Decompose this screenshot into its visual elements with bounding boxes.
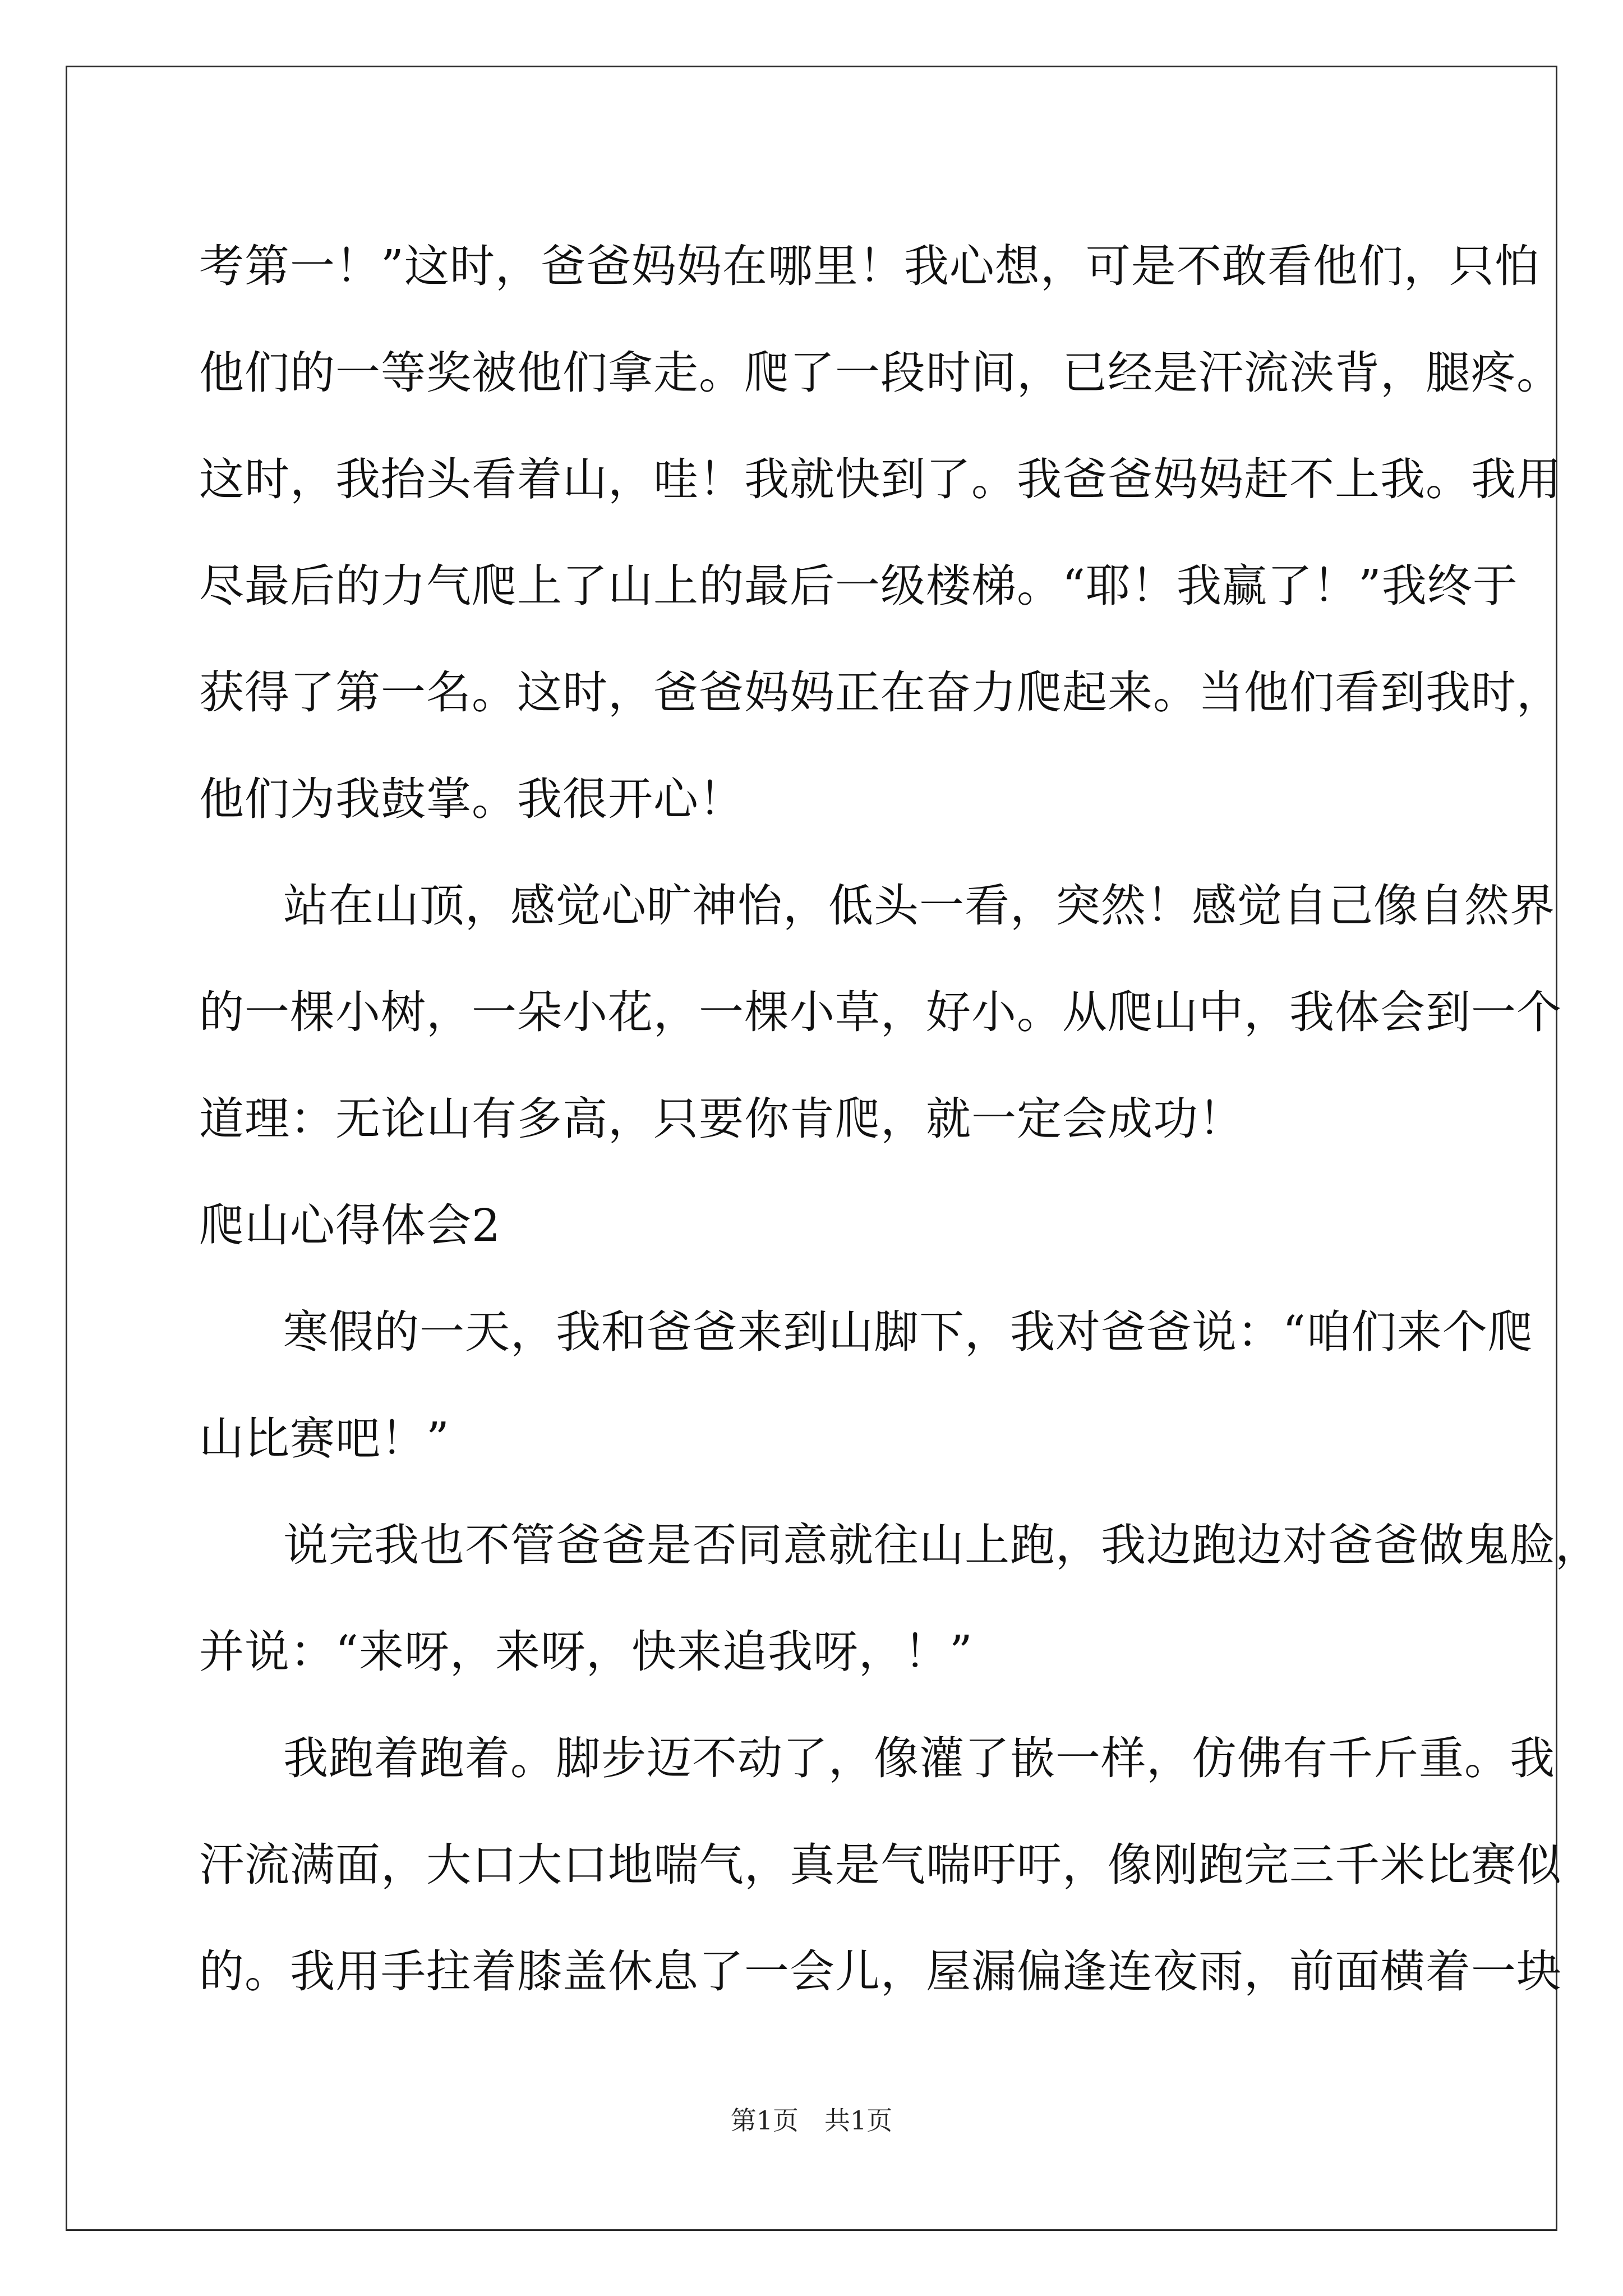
page-footer: 第1页 共1页 xyxy=(730,2105,893,2136)
text-line: 的一棵小树，一朵小花，一棵小草，好小。从爬山中，我体会到一个 xyxy=(199,986,1562,1038)
text-line: 这时，我抬头看着山，哇！我就快到了。我爸爸妈妈赶不上我。我用 xyxy=(199,453,1562,505)
text-line: 道理：无论山有多高，只要你肯爬，就一定会成功！ xyxy=(199,1093,1244,1145)
text-line: 获得了第一名。这时，爸爸妈妈正在奋力爬起来。当他们看到我时， xyxy=(199,666,1562,719)
paragraph-start-line: 站在山顶，感觉心旷神怡，低头一看，突然！感觉自己像自然界 xyxy=(283,880,1555,932)
text-line: 并说：“来呀，来呀，快来追我呀，！” xyxy=(199,1626,973,1678)
text-line: 的。我用手拄着膝盖休息了一会儿，屋漏偏逢连夜雨，前面横着一块 xyxy=(199,1945,1562,1998)
text-line: 他们为我鼓掌。我很开心！ xyxy=(199,773,744,825)
paragraph-start-line: 寒假的一天，我和爸爸来到山脚下，我对爸爸说：“咱们来个爬 xyxy=(283,1306,1533,1358)
text-line: 尽最后的力气爬上了山上的最后一级楼梯。“耶！我赢了！”我终于 xyxy=(199,560,1518,612)
text-line: 考第一！”这时，爸爸妈妈在哪里！我心想，可是不敢看他们，只怕 xyxy=(199,240,1540,292)
text-line: 汗流满面，大口大口地喘气，真是气喘吁吁，像刚跑完三千米比赛似 xyxy=(199,1839,1562,1891)
paragraph-start-line: 我跑着跑着。脚步迈不动了，像灌了嵌一样，仿佛有千斤重。我 xyxy=(283,1732,1555,1784)
text-line: 他们的一等奖被他们拿走。爬了一段时间，已经是汗流浃背，腿疼。 xyxy=(199,347,1562,399)
text-line: 山比赛吧！” xyxy=(199,1412,450,1465)
document-body xyxy=(199,213,1601,2025)
section-heading: 爬山心得体会2 xyxy=(199,1199,501,1251)
paragraph-start-line: 说完我也不管爸爸是否同意就往山上跑，我边跑边对爸爸做鬼脸， xyxy=(283,1519,1601,1571)
